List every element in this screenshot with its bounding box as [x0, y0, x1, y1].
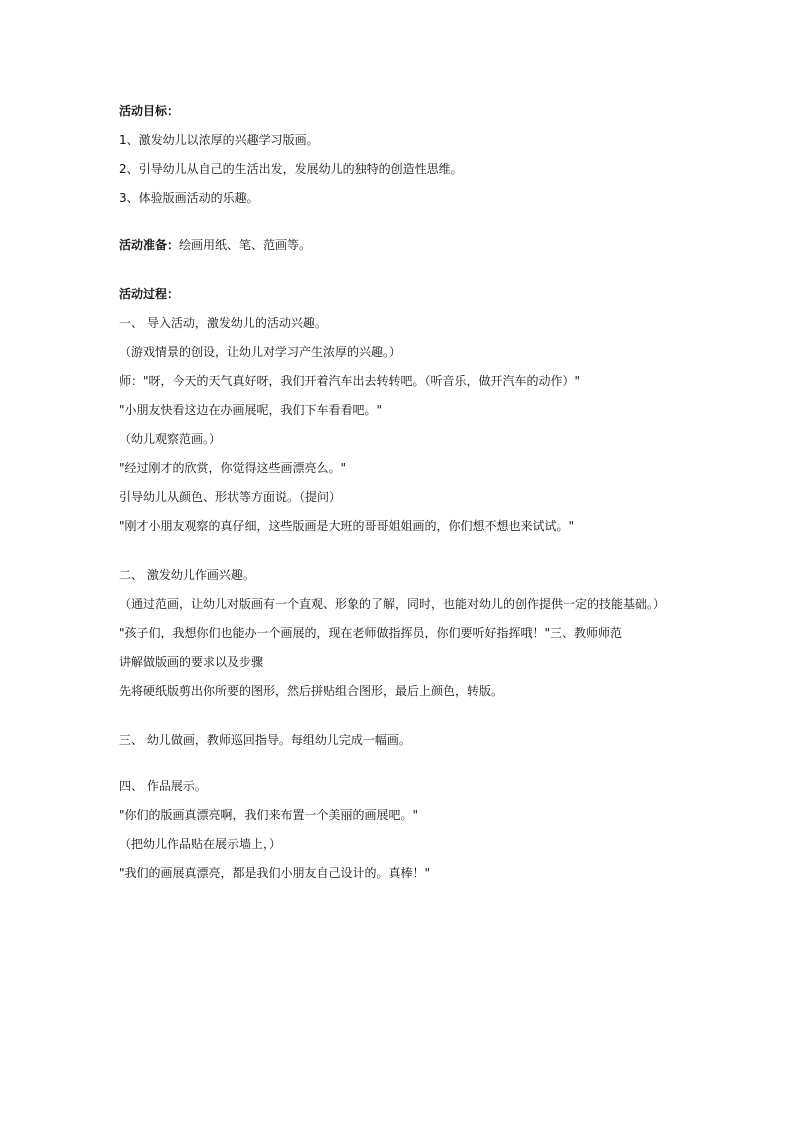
process-line: （幼儿观察范画。） — [119, 432, 222, 446]
process-line: "经过刚才的欣赏，你觉得这些画漂亮么。" — [119, 461, 347, 475]
process-step-1-title: 一、 导入活动，激发幼儿的活动兴趣。 — [119, 316, 327, 330]
goal-item-2: 2、引导幼儿从自己的生活出发，发展幼儿的独特的创造性思维。 — [119, 162, 463, 176]
goal-item-3: 3、体验版画活动的乐趣。 — [119, 191, 259, 205]
process-line: "刚才小朋友观察的真仔细，这些版画是大班的哥哥姐姐画的，你们想不想也来试试。" — [119, 519, 575, 533]
goal-item-1: 1、激发幼儿以浓厚的兴趣学习版画。 — [119, 133, 319, 147]
process-line: "小朋友快看这边在办画展呢，我们下车看看吧。" — [119, 403, 383, 417]
process-step-3-title: 三、 幼儿做画，教师巡回指导。每组幼儿完成一幅画。 — [119, 733, 411, 747]
process-line: 讲解做版画的要求以及步骤 — [119, 655, 264, 669]
process-line: "孩子们，我想你们也能办一个画展的，现在老师做指挥员，你们要听好指挥哦！"三、教师师范 — [119, 626, 623, 640]
process-step-4-title: 四、 作品展示。 — [119, 779, 207, 793]
process-heading: 活动过程： — [119, 287, 180, 301]
goals-heading: 活动目标： — [119, 104, 180, 118]
process-line: 先将硬纸版剪出你所要的图形，然后拼贴组合图形，最后上颜色，转版。 — [119, 684, 504, 698]
process-line: 引导幼儿从颜色、形状等方面说。（提问） — [119, 490, 342, 504]
preparation-heading: 活动准备： — [119, 238, 180, 252]
process-line: 师："呀，今天的天气真好呀，我们开着汽车出去转转吧。（听音乐，做开汽车的动作）" — [119, 374, 581, 388]
preparation-paragraph — [119, 237, 311, 253]
process-line: （通过范画，让幼儿对版画有一个直观、形象的了解，同时，也能对幼儿的创作提供一定的技能基础。） — [119, 597, 666, 611]
preparation-text: 绘画用纸、笔、范画等。 — [179, 238, 312, 252]
process-line: （游戏情景的创设，让幼儿对学习产生浓厚的兴趣。） — [119, 345, 402, 359]
process-line: "你们的版画真漂亮啊，我们来布置一个美丽的画展吧。" — [119, 808, 419, 822]
process-line: "我们的画展真漂亮，都是我们小朋友自己设计的。真棒！" — [119, 866, 431, 880]
process-line: （把幼儿作品贴在展示墙上，） — [119, 837, 282, 851]
process-step-2-title: 二、 激发幼儿作画兴趣。 — [119, 568, 255, 582]
